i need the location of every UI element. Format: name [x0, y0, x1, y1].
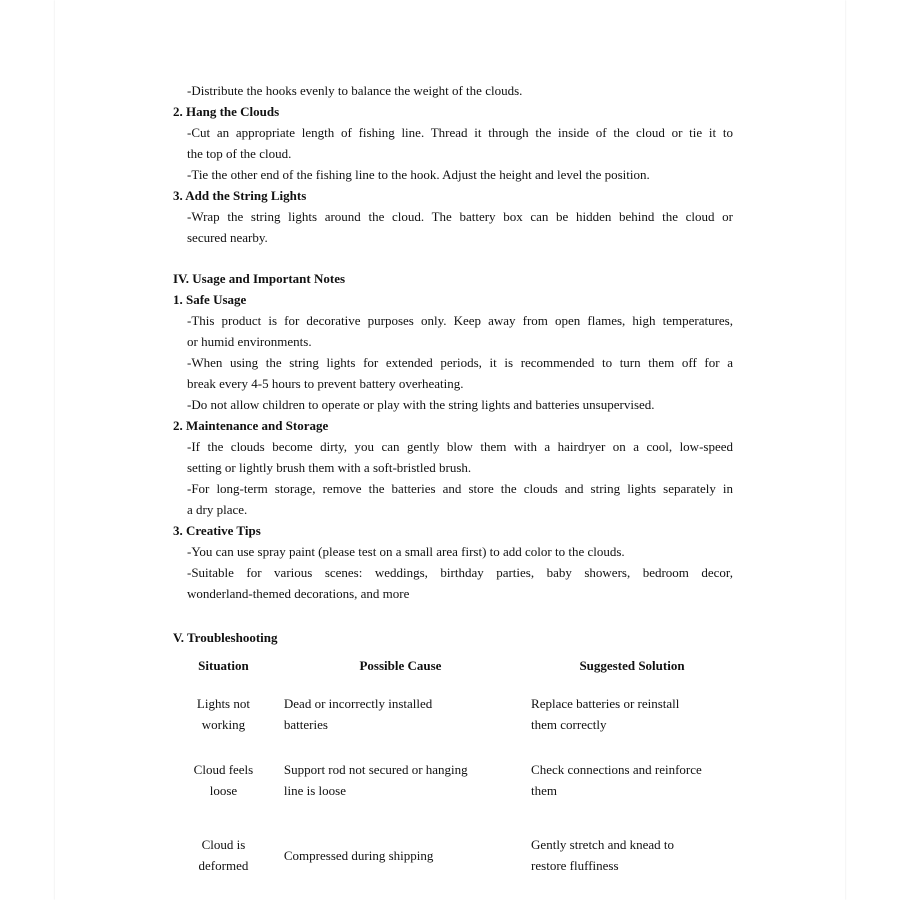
header-situation: Situation — [198, 657, 249, 673]
step2-line-3: -Tie the other end of the fishing line to the hook. Adjust the height and level the position. — [187, 167, 650, 182]
tips-line-1: -You can use spray paint (please test on a small area first) to add color to the clouds. — [187, 544, 625, 559]
safe-line-1: -This product is for decorative purposes only. Keep away from open flames, high temperatures, — [187, 313, 733, 328]
cell-text: Support rod not secured or hanging — [283, 762, 468, 777]
safe-line-5: -Do not allow children to operate or play with the string lights and batteries unsupervised. — [187, 397, 655, 412]
section-4-heading: IV. Usage and Important Notes — [173, 271, 346, 286]
step2-heading: 2. Hang the Clouds — [173, 104, 280, 119]
cell-text: restore fluffiness — [531, 858, 619, 873]
table-header-row — [173, 648, 733, 682]
troubleshooting-table — [173, 648, 733, 896]
cell-text: loose — [209, 783, 238, 798]
cell-text: Dead or incorrectly installed — [283, 696, 433, 711]
table-row — [173, 746, 733, 814]
creative-tips-heading: 3. Creative Tips — [173, 523, 261, 538]
cell-situation — [173, 814, 274, 896]
cell-cause — [274, 746, 517, 814]
cell-text: Replace batteries or reinstall — [531, 696, 680, 711]
header-possible-cause: Possible Cause — [359, 657, 442, 673]
maintenance-heading: 2. Maintenance and Storage — [173, 418, 329, 433]
cell-text: line is loose — [283, 783, 346, 798]
step3-heading: 3. Add the String Lights — [173, 188, 307, 203]
cell-text: them — [531, 783, 558, 798]
cell-solution — [517, 682, 733, 746]
section-spacer — [173, 248, 733, 268]
safe-line-2: or humid environments. — [187, 334, 312, 349]
step1-tail-text: -Distribute the hooks evenly to balance the weight of the clouds. — [187, 83, 523, 98]
section-5-heading: V. Troubleshooting — [173, 630, 278, 645]
cell-cause — [274, 814, 517, 896]
cell-text: Compressed during shipping — [283, 847, 434, 863]
cell-text: them correctly — [531, 717, 607, 732]
cell-text: deformed — [198, 858, 249, 873]
safe-line-3: -When using the string lights for extended periods, it is recommended to turn them off for a — [187, 355, 733, 370]
maint-line-2: setting or lightly brush them with a soft-bristled brush. — [187, 460, 472, 475]
cell-solution — [517, 814, 733, 896]
cell-solution — [517, 746, 733, 814]
document-body — [173, 80, 733, 648]
cell-situation — [173, 682, 274, 746]
step2-line-1: -Cut an appropriate length of fishing line. Thread it through the inside of the cloud or tie it to — [187, 125, 733, 140]
cell-situation — [173, 746, 274, 814]
cell-cause — [274, 682, 517, 746]
cell-text: Cloud is — [201, 837, 246, 852]
cell-text: Gently stretch and knead to — [531, 837, 675, 852]
header-suggested-solution: Suggested Solution — [579, 657, 685, 673]
cell-text: working — [201, 717, 246, 732]
cell-text: Lights not — [196, 696, 250, 711]
step2-line-2: the top of the cloud. — [187, 146, 292, 161]
safe-line-4: break every 4-5 hours to prevent battery overheating. — [187, 376, 464, 391]
table-row — [173, 682, 733, 746]
step3-line-2: secured nearby. — [187, 230, 268, 245]
maint-line-3: -For long-term storage, remove the batteries and store the clouds and string lights separately in — [187, 481, 733, 496]
section-spacer — [173, 604, 733, 627]
maint-line-4: a dry place. — [187, 502, 248, 517]
cell-text: Check connections and reinforce — [531, 762, 702, 777]
cell-text: Cloud feels — [193, 762, 254, 777]
safe-usage-heading: 1. Safe Usage — [173, 292, 247, 307]
tips-line-3: wonderland-themed decorations, and more — [187, 586, 410, 601]
tips-line-2: -Suitable for various scenes: weddings, birthday parties, baby showers, bedroom decor, — [187, 565, 733, 580]
cell-text: batteries — [283, 717, 328, 732]
maint-line-1: -If the clouds become dirty, you can gently blow them with a hairdryer on a cool, low-speed — [187, 439, 733, 454]
table-row — [173, 814, 733, 896]
step3-line-1: -Wrap the string lights around the cloud. The battery box can be hidden behind the cloud or — [187, 209, 733, 224]
